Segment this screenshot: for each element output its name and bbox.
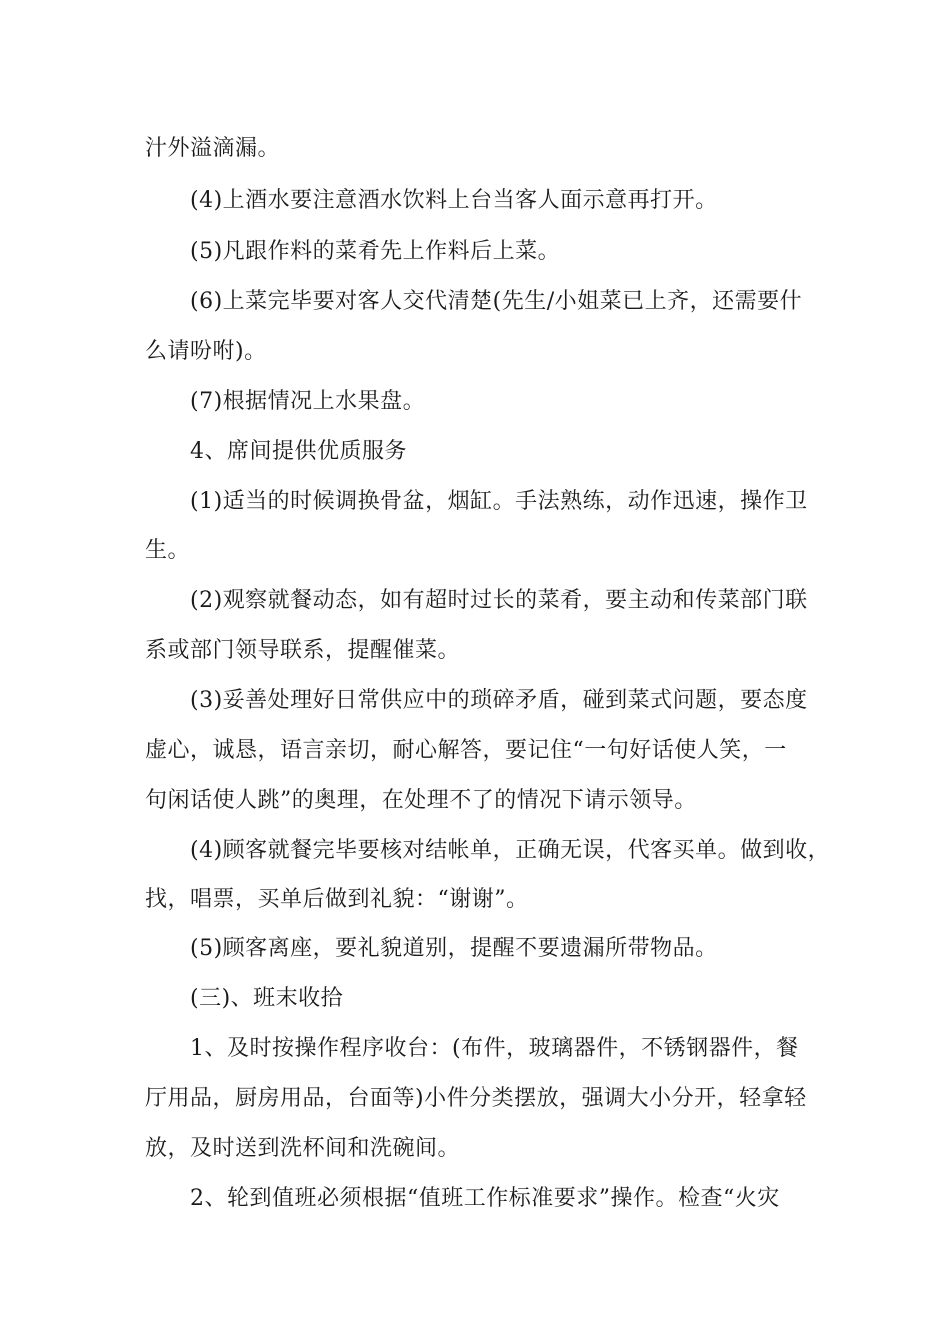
text-line: 找，唱票，买单后做到礼貌：“谢谢”。 <box>145 887 529 912</box>
text-line: 厅用品，厨房用品，台面等)小件分类摆放，强调大小分开，轻拿轻 <box>145 1086 807 1111</box>
text-line: 汁外溢滴漏。 <box>145 136 281 161</box>
text-line: 生。 <box>145 538 191 563</box>
text-line: (5)凡跟作料的菜肴先上作料后上菜。 <box>190 239 561 264</box>
text-line: (5)顾客离座，要礼貌道别，提醒不要遗漏所带物品。 <box>190 936 718 961</box>
text-line: (3)妥善处理好日常供应中的琐碎矛盾，碰到菜式问题，要态度 <box>190 688 808 713</box>
text-line: (1)适当的时候调换骨盆，烟缸。手法熟练，动作迅速，操作卫 <box>190 489 808 514</box>
text-line: (2)观察就餐动态，如有超时过长的菜肴，要主动和传菜部门联 <box>190 588 808 613</box>
section-heading: 4、席间提供优质服务 <box>190 439 407 464</box>
text-line: (4)顾客就餐完毕要核对结帐单，正确无误，代客买单。做到收， <box>190 838 831 863</box>
section-heading: (三)、班末收拾 <box>190 986 344 1011</box>
text-line: 系或部门领导联系，提醒催菜。 <box>145 638 461 663</box>
text-line: (7)根据情况上水果盘。 <box>190 389 426 414</box>
text-line: 1、及时按操作程序收台：(布件，玻璃器件，不锈钢器件，餐 <box>190 1036 799 1061</box>
text-line: 么请吩咐)。 <box>145 339 267 364</box>
text-line: 2、轮到值班必须根据“值班工作标准要求”操作。检查“火灾 <box>190 1186 780 1211</box>
text-line: (4)上酒水要注意酒水饮料上台当客人面示意再打开。 <box>190 188 718 213</box>
text-line: 放，及时送到洗杯间和洗碗间。 <box>145 1136 461 1161</box>
text-line: 句闲话使人跳”的奥理，在处理不了的情况下请示领导。 <box>145 788 697 813</box>
text-line: 虚心，诚恳，语言亲切，耐心解答，要记住“一句好话使人笑，一 <box>145 738 787 763</box>
text-line: (6)上菜完毕要对客人交代清楚(先生/小姐菜已上齐，还需要什 <box>190 289 803 314</box>
